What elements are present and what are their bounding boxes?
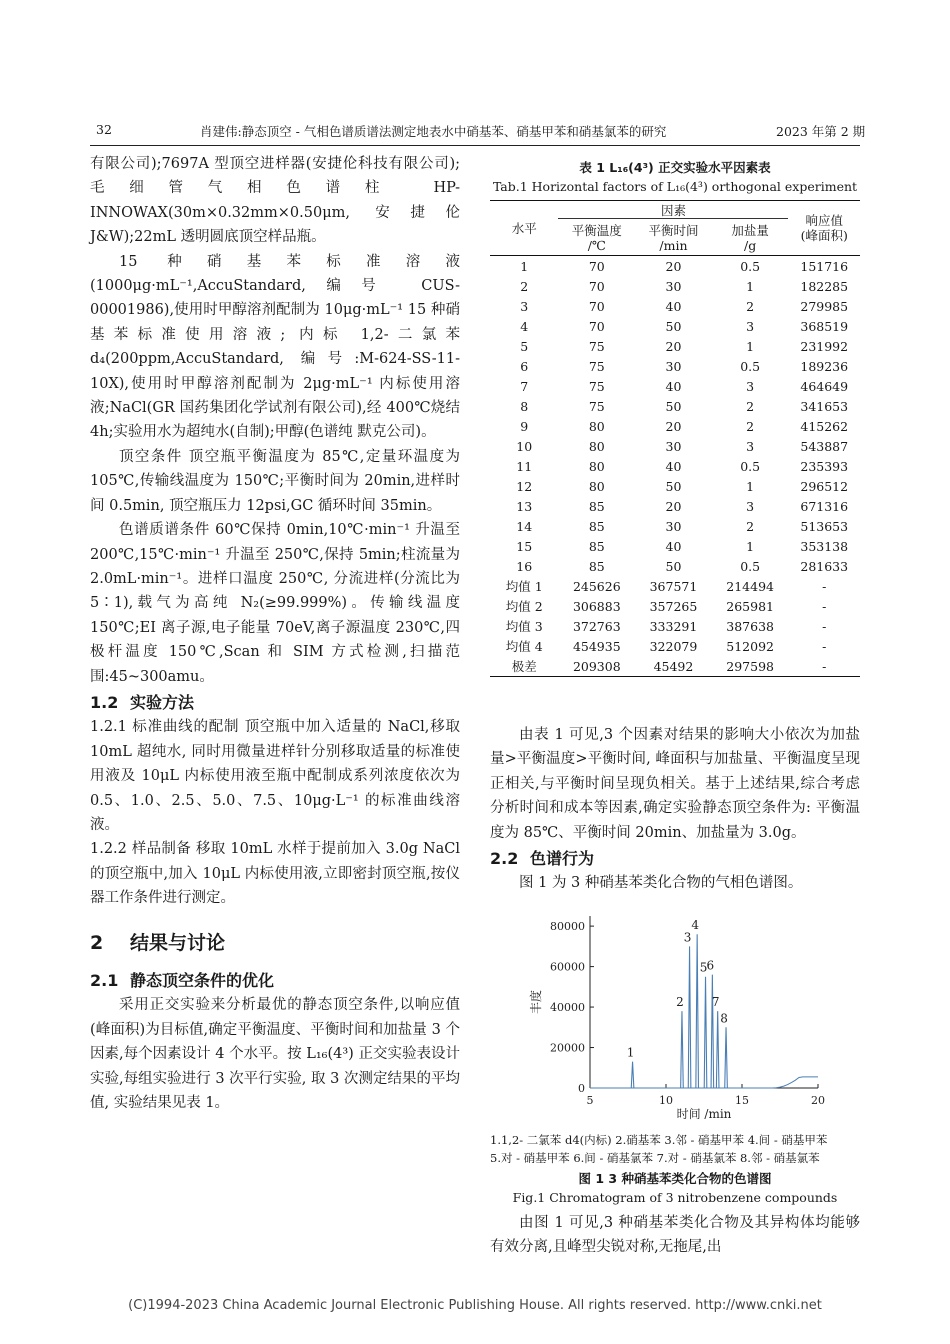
peak-label: 7 — [711, 995, 720, 1010]
table-cell: 2 — [746, 298, 755, 314]
header-salt-label: 加盐量 — [731, 223, 769, 238]
table-cell: 367571 — [649, 578, 698, 594]
x-tick-label: 15 — [735, 1094, 749, 1107]
table-cell: 513653 — [800, 518, 849, 534]
table-cell: 40 — [665, 538, 682, 554]
paragraph-orthogonal: 采用正交实验来分析最优的静态顶空条件,以响应值(峰面积)为目标值,确定平衡温度、平衡时间和加盐量 3 个因素,每个因素设计 4 个水平。按 L₁₆(4³) 正交实验表设计实验,每组实验进行 3 次平行实验, 取 3 次测定结果的平均值, 实验结果见表 1。 — [90, 997, 460, 1112]
header-time-unit: /min — [659, 238, 688, 253]
table-cell: - — [822, 618, 827, 634]
table-row — [490, 316, 860, 336]
peak-label: 4 — [691, 918, 699, 933]
table-cell: 265981 — [726, 598, 774, 614]
table-cell: 0.5 — [740, 458, 761, 474]
table-cell: 2 — [520, 278, 529, 294]
table-cell: 75 — [588, 398, 605, 414]
table-row — [490, 416, 860, 436]
table-cell: 70 — [588, 278, 605, 294]
table-cell: 80 — [588, 418, 605, 434]
page-number: 32 — [96, 122, 112, 137]
table-cell: 189236 — [800, 358, 849, 374]
x-tick-label: 10 — [659, 1094, 673, 1107]
y-tick-label: 20000 — [550, 1041, 585, 1055]
section-number: 1.2 — [90, 692, 119, 712]
table-cell: 85 — [588, 518, 605, 534]
header-salt-unit: /g — [744, 238, 757, 253]
paragraph-headspace-conditions: 顶空条件 顶空瓶平衡温度为 85℃,定量环温度为 105℃,传输线温度为 150℃;平衡时间为 20min,进样时间 0.5min, 顶空瓶压力 12psi,GC 循环时间 35min。 — [90, 448, 460, 514]
table-cell: 297598 — [712, 656, 789, 677]
table-cell: 3 — [746, 318, 755, 334]
table-cell: 454935 — [572, 638, 621, 654]
paragraph-instruments: 有限公司);7697A 型顶空进样器(安捷伦科技有限公司); 毛细管气相色谱柱 HP-INNOWAX(30m×0.32mm×0.50μm, 安捷伦 J&W);22mL 透明圆底顶空样品瓶。 — [90, 156, 460, 246]
table-cell: 75 — [588, 378, 605, 394]
right-column — [490, 158, 860, 677]
header-time-label: 平衡时间 — [648, 223, 699, 238]
figure-legend — [490, 1131, 870, 1167]
table-cell: 40 — [665, 298, 682, 314]
table-row — [490, 456, 860, 476]
table-cell: 14 — [516, 518, 533, 534]
left-column — [90, 152, 460, 1115]
table-cell: 75 — [588, 358, 605, 374]
table-cell: 70 — [588, 318, 605, 334]
legend-line-2: 5.对 - 硝基甲苯 6.间 - 硝基氯苯 7.对 - 硝基氯苯 8.邻 - 硝基氯苯 — [490, 1151, 820, 1165]
table-cell: 464649 — [800, 378, 849, 394]
peak-3 — [688, 946, 691, 1088]
table-cell: 10 — [516, 438, 533, 454]
table-cell: 80 — [588, 438, 605, 454]
header-response-label: 响应值 — [805, 213, 843, 228]
peak-2 — [681, 1011, 684, 1088]
y-tick-label: 60000 — [550, 960, 585, 974]
table-cell: 372763 — [572, 618, 621, 634]
section-title: 色谱行为 — [530, 849, 595, 869]
table-cell: 0.5 — [740, 558, 761, 574]
table-cell: 均值 4 — [505, 638, 543, 654]
header-factor — [558, 201, 788, 222]
table-cell: 333291 — [649, 618, 698, 634]
y-tick-label: 80000 — [550, 920, 585, 934]
table-cell: 45492 — [635, 656, 712, 677]
table-cell: 0.5 — [740, 358, 761, 374]
table-cell: 231992 — [800, 338, 849, 354]
table-cell: 20 — [665, 418, 682, 434]
table-row — [490, 556, 860, 576]
table-cell: 182285 — [800, 278, 849, 294]
table-cell: 9 — [520, 418, 529, 434]
table-cell: 12 — [516, 478, 533, 494]
peak-5 — [704, 977, 707, 1088]
paragraph-separation-text: 由图 1 可见,3 种硝基苯类化合物及其异构体均能够有效分离,且峰型尖锐对称,无拖尾,出 — [490, 1215, 860, 1256]
table-cell: 3 — [746, 498, 755, 514]
peak-1 — [631, 1062, 634, 1088]
section-heading-2-2 — [490, 847, 860, 871]
table-cell: 296512 — [800, 478, 849, 494]
section-title: 结果与讨论 — [130, 931, 226, 954]
table-cell: 40 — [665, 458, 682, 474]
table-cell: 1 — [746, 478, 755, 494]
table-row — [490, 336, 860, 356]
section-heading-2-1 — [90, 969, 460, 993]
table-cell: 75 — [588, 338, 605, 354]
table-row — [490, 356, 860, 376]
running-title: 肖建伟:静态顶空 - 气相色谱质谱法测定地表水中硝基苯、硝基甲苯和硝基氯苯的研究 — [200, 124, 667, 139]
table-cell: 30 — [665, 278, 682, 294]
peak-label: 8 — [720, 1011, 728, 1026]
table-cell: 11 — [516, 458, 533, 474]
table-cell: 281633 — [800, 558, 849, 574]
table-cell: 512092 — [726, 638, 774, 654]
table-cell: 306883 — [572, 598, 621, 614]
figure-caption-en: Fig.1 Chromatogram of 3 nitrobenzene compounds — [512, 1190, 838, 1205]
table-cell: 20 — [665, 498, 682, 514]
peak-label: 2 — [676, 995, 684, 1010]
table-row — [490, 636, 860, 656]
y-tick-label: 0 — [578, 1082, 585, 1095]
peak-8 — [725, 1027, 728, 1088]
table-cell: 85 — [588, 538, 605, 554]
table-cell: 40 — [665, 378, 682, 394]
table-cell: 均值 3 — [505, 618, 543, 634]
table-cell: 3 — [520, 298, 529, 314]
table-cell: 1 — [746, 338, 755, 354]
table-row — [490, 536, 860, 556]
table-row — [490, 436, 860, 456]
header-response — [788, 201, 860, 256]
table-cell: 415262 — [800, 418, 849, 434]
table-cell: 50 — [665, 318, 682, 334]
table-cell: 4 — [520, 318, 529, 334]
table-cell: 1 — [746, 278, 755, 294]
section-heading-2 — [90, 931, 460, 955]
paragraph-sample-prep: 1.2.2 样品制备 移取 10mL 水样于提前加入 3.0g NaCl 的顶空瓶中,加入 10μL 内标使用液,立即密封顶空瓶,按仪器工作条件进行测定。 — [90, 841, 460, 907]
table-cell: 均值 1 — [505, 578, 543, 594]
table-cell: 85 — [588, 498, 605, 514]
header-salt — [712, 221, 789, 256]
header-rule — [90, 145, 860, 146]
table-cell: 235393 — [800, 458, 849, 474]
table-cell: 151716 — [788, 256, 860, 277]
table-cell: 322079 — [649, 638, 698, 654]
table-cell: - — [788, 656, 860, 677]
peak-6 — [711, 975, 714, 1088]
table-cell: 671316 — [800, 498, 849, 514]
orthogonal-table — [490, 200, 860, 677]
table-cell: 3 — [746, 378, 755, 394]
table-caption-en: Tab.1 Horizontal factors of L₁₆(4³) orthogonal experiment — [492, 179, 858, 194]
table-cell: 16 — [516, 558, 533, 574]
table-cell: 1 — [746, 538, 755, 554]
peak-label: 1 — [626, 1045, 635, 1060]
section-number: 2 — [90, 931, 104, 954]
table-cell: 80 — [588, 458, 605, 474]
y-axis-label: 丰度 — [529, 989, 543, 1015]
table-cell: 85 — [588, 558, 605, 574]
table-cell: 20 — [635, 256, 712, 277]
header-temp — [558, 221, 635, 256]
y-tick-label: 40000 — [550, 1001, 585, 1015]
table-cell: 15 — [516, 538, 533, 554]
table-cell: 543887 — [800, 438, 849, 454]
table-cell: 20 — [665, 338, 682, 354]
table-row — [490, 576, 860, 596]
legend-line-1: 1.1,2- 二氯苯 d4(内标) 2.硝基苯 3.邻 - 硝基甲苯 4.间 - 硝基甲苯 — [490, 1133, 828, 1147]
paragraph-factor-analysis: 由表 1 可见,3 个因素对结果的影响大小依次为加盐量>平衡温度>平衡时间, 峰面积与加盐量、平衡温度呈现正相关,与平衡时间呈现负相关。基于上述结果,综合考虑分析时间和成本等因素,确定实验静态顶空条件为: 平衡温度为 85℃、平衡时间 20min、加盐量为 3.0g。 — [490, 727, 860, 841]
table-row — [490, 496, 860, 516]
header-temp-unit: /℃ — [587, 238, 606, 253]
peak-7 — [716, 1011, 719, 1088]
table-cell: 214494 — [726, 578, 774, 594]
chart-plot-area — [528, 916, 825, 1121]
section-title: 静态顶空条件的优化 — [130, 971, 275, 990]
table-row — [490, 376, 860, 396]
x-tick-label: 20 — [811, 1094, 825, 1107]
chromatogram-chart — [490, 910, 860, 1130]
table-cell: 209308 — [558, 656, 635, 677]
paragraph-calibration: 1.2.1 标准曲线的配制 顶空瓶中加入适量的 NaCl,移取 10mL 超纯水, 同时用微量进样针分别移取适量的标准使用液及 10μL 内标使用液至瓶中配制成系列浓度依次为 0.5、1.0、2.5、5.0、7.5、10μg·L⁻¹ 的标准曲线溶液。 — [90, 719, 460, 833]
section-number: 2.2 — [490, 849, 519, 869]
table-cell: 80 — [588, 478, 605, 494]
peak-label: 6 — [706, 958, 715, 973]
table-cell: 均值 2 — [505, 598, 543, 614]
header-temp-label: 平衡温度 — [571, 223, 622, 238]
table-cell: 30 — [665, 518, 682, 534]
table-cell: 30 — [665, 358, 682, 374]
table-row — [490, 516, 860, 536]
table-row — [490, 276, 860, 296]
table-cell: 368519 — [800, 318, 849, 334]
table-row — [490, 616, 860, 636]
table-cell: 2 — [746, 398, 755, 414]
peak-label: 5 — [699, 960, 708, 975]
table-row — [490, 256, 860, 277]
table-cell: 341653 — [800, 398, 849, 414]
table-cell: 13 — [516, 498, 533, 514]
x-axis-label: 时间 /min — [676, 1107, 732, 1121]
issue-label: 2023 年第 2 期 — [776, 124, 866, 139]
table-cell: - — [822, 638, 827, 654]
table-row — [490, 396, 860, 416]
table-row — [490, 296, 860, 316]
table-row — [490, 656, 860, 677]
table-cell: - — [822, 578, 827, 594]
table-cell: 5 — [520, 338, 529, 354]
table-caption-cn: 表 1 L₁₆(4³) 正交实验水平因素表 — [579, 160, 771, 175]
table-cell: 50 — [665, 478, 682, 494]
header-factor-label: 因素 — [558, 203, 788, 219]
section-number: 2.1 — [90, 971, 119, 990]
table-cell: 387638 — [726, 618, 774, 634]
table-cell: 70 — [558, 256, 635, 277]
table-cell: 8 — [520, 398, 529, 414]
table-cell: 6 — [520, 358, 529, 374]
header-time — [635, 221, 712, 256]
figure-caption-cn: 图 1 3 种硝基苯类化合物的色谱图 — [578, 1171, 772, 1186]
table-cell: 245626 — [572, 578, 621, 594]
right-column-text — [490, 723, 860, 896]
table-cell: 50 — [665, 558, 682, 574]
table-header-row — [490, 201, 860, 222]
peak-label: 3 — [683, 930, 692, 945]
table-cell: 3 — [746, 438, 755, 454]
section-title: 实验方法 — [130, 692, 195, 712]
table-row — [490, 476, 860, 496]
section-heading-1-2 — [90, 691, 460, 715]
table-row — [490, 596, 860, 616]
header-level: 水平 — [490, 201, 558, 256]
table-cell: 70 — [588, 298, 605, 314]
paragraph-reagents: 15 种硝基苯标准溶液(1000μg·mL⁻¹,AccuStandard,编号 CUS-00001986),使用时甲醇溶剂配制为 10μg·mL⁻¹ 15 种硝基苯标准使用溶液; 内标 1,2-二氯苯 d₄(200ppm,AccuStandard, 编号:M-624-SS-11-10X),使用时甲醇溶剂配制为 2μg·mL⁻¹ 内标使用溶液;NaCl(GR 国药集团化学试剂有限公司),经 400℃烧结 4h;实验用水为超纯水(自制);甲醇(色谱纯 默克公司)。 — [90, 253, 460, 441]
table-cell: 7 — [520, 378, 529, 394]
table-cell: 30 — [665, 438, 682, 454]
table-cell: 50 — [665, 398, 682, 414]
header-response-sub: (峰面积) — [800, 228, 848, 243]
paragraph-separation — [490, 1211, 860, 1260]
table-body — [490, 256, 860, 677]
x-tick-label: 5 — [586, 1094, 594, 1107]
table-cell: 357265 — [649, 598, 698, 614]
table-cell: 279985 — [800, 298, 849, 314]
table-cell: 0.5 — [712, 256, 789, 277]
peak-4 — [696, 934, 699, 1088]
table-cell: 2 — [746, 418, 755, 434]
table-cell: 2 — [746, 518, 755, 534]
copyright-footer: (C)1994-2023 China Academic Journal Electronic Publishing House. All rights reserved. http://www.cnki.net — [128, 1298, 822, 1313]
table-cell: 353138 — [800, 538, 849, 554]
paragraph-gcms-conditions: 色谱质谱条件 60℃保持 0min,10℃·min⁻¹ 升温至 200℃,15℃·min⁻¹ 升温至 250℃,保持 5min;柱流量为 2.0mL·min⁻¹。进样口温度 250℃, 分流进样(分流比为5∶1),载气为高纯 N₂(≥99.999%)。传输线温度 150℃;EI 离子源,电子能量 70eV,离子源温度 230℃,四极杆温度 150℃,Scan 和 SIM 方式检测,扫描范围:45~300amu。 — [90, 522, 460, 685]
paragraph-chrom-intro: 图 1 为 3 种硝基苯类化合物的气相色谱图。 — [519, 875, 803, 892]
table-cell: 1 — [490, 256, 558, 277]
table-cell: 极差 — [490, 656, 558, 677]
table-cell: - — [822, 598, 827, 614]
